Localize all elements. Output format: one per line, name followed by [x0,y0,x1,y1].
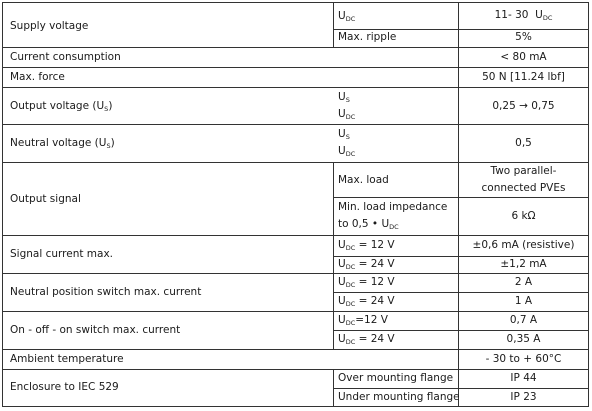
current-consumption-label: Current consumption [10,51,121,63]
max-force-label: Max. force [10,71,65,83]
signal-current-cond-24v: $U_{DC} = 24$ V [338,258,395,271]
onoff-switch-value-24v: 0,35 A [506,333,541,345]
enclosure-label: Enclosure to IEC 529 [10,381,119,393]
current-consumption-value: < 80 mA [500,51,547,63]
max-load-value-line2: connected PVEs [481,182,566,194]
neutral-switch-cond-12v: $U_{DC} = 12$ V [338,276,395,289]
ambient-temperature-value: - 30 to + 60°C [485,353,562,365]
max-load-value-line1: Two parallel- [490,165,557,177]
specifications-table [2,2,589,407]
signal-current-value-12v: ±0,6 mA (resistive) [472,239,575,251]
neutral-voltage-value: 0,5 [515,137,532,149]
signal-current-cond-12v: $U_{DC} = 12$ V [338,239,395,252]
neutral-switch-value-12v: 2 A [514,276,533,288]
enclosure-cond-under: Under mounting flange [338,391,460,403]
max-ripple-value: 5% [515,31,532,43]
neutral-switch-cond-24v: $U_{DC} = 24$ V [338,295,395,308]
supply-voltage-symbol: $U_{DC}$ [338,10,356,23]
neutral-switch-value-24v: 1 A [514,295,533,307]
min-load-impedance-value: 6 kΩ [511,210,536,222]
neutral-voltage-symbol-us: $U_S$ [338,128,350,141]
max-force-value: 50 N [11.24 lbf] [482,71,565,83]
output-voltage-symbol-udc: $U_{DC}$ [338,108,356,121]
output-signal-label: Output signal [10,193,81,205]
enclosure-value-under: IP 23 [510,391,537,403]
supply-voltage-value: 11- 30 $U_{DC}$ [494,9,553,22]
neutral-switch-label: Neutral position switch max. current [10,286,202,298]
onoff-switch-label: On - off - on switch max. current [10,324,181,336]
onoff-switch-cond-24v: $U_{DC} = 24$ V [338,333,395,346]
onoff-switch-cond-12v: $U_{DC}=12$ V [338,314,388,327]
onoff-switch-value-12v: 0,7 A [509,314,538,326]
signal-current-label: Signal current max. [10,248,114,260]
max-ripple-label: Max. ripple [338,31,397,43]
ambient-temperature-label: Ambient temperature [10,353,124,365]
neutral-voltage-symbol-udc: $U_{DC}$ [338,145,356,158]
output-voltage-value: 0,25 → 0,75 [492,100,555,112]
enclosure-value-over: IP 44 [510,372,537,384]
min-load-impedance-label-line2: to 0,5 • $U_{DC}$ [338,218,399,231]
signal-current-value-24v: ±1,2 mA [500,258,547,270]
min-load-impedance-label: Min. load impedance [338,201,448,213]
max-load-label: Max. load [338,174,389,186]
output-voltage-symbol-us: $U_S$ [338,91,350,104]
supply-voltage-label: Supply voltage [10,20,89,32]
enclosure-cond-over: Over mounting flange [338,372,454,384]
neutral-voltage-label: Neutral voltage $(U_S)$ [10,137,115,150]
output-voltage-label: Output voltage $(U_S)$ [10,100,113,113]
